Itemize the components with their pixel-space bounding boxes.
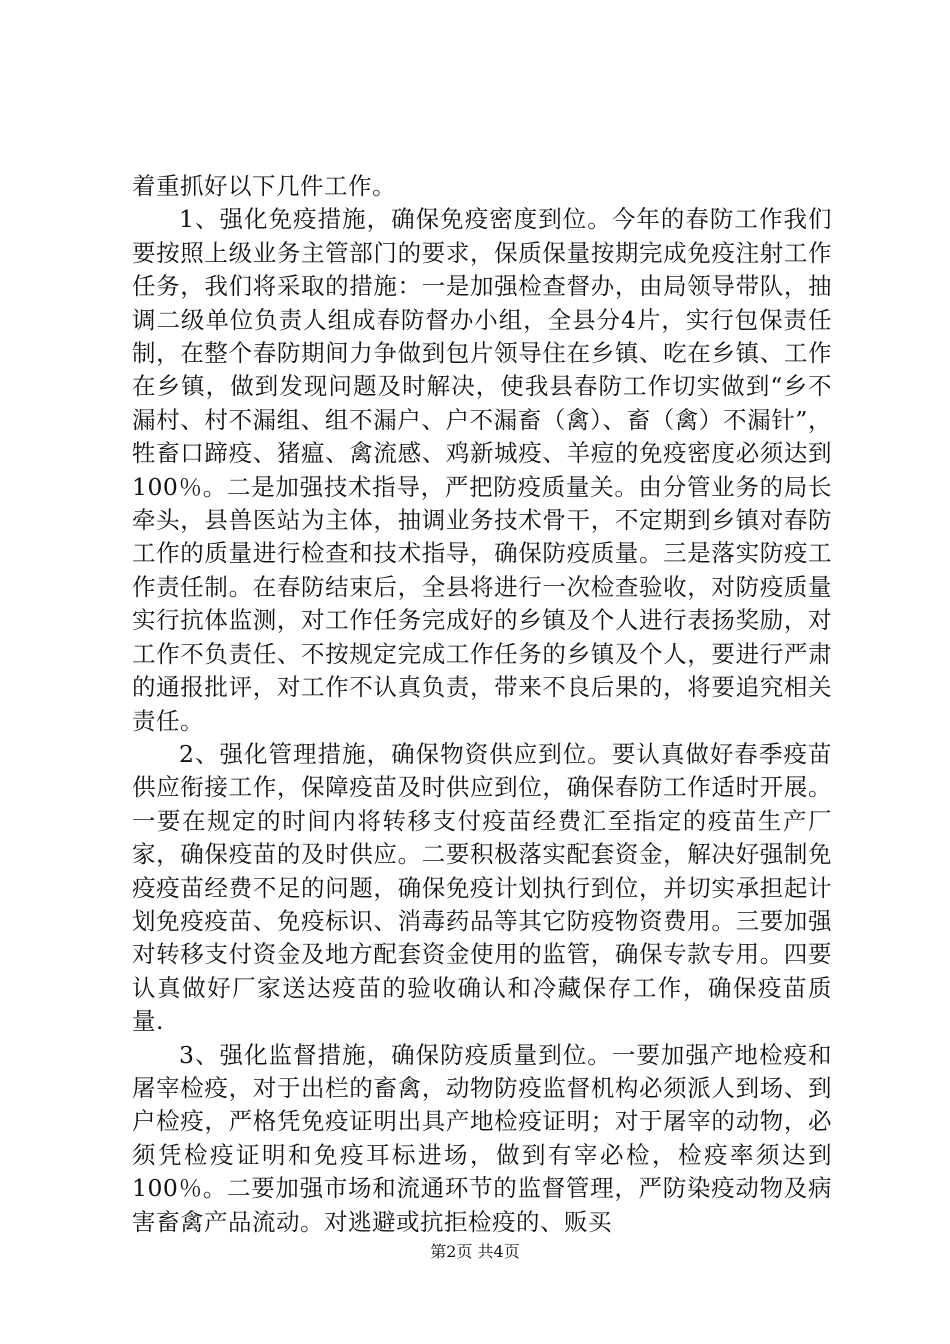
paragraph-immunization-measures: 1、强化免疫措施，确保免疫密度到位。今年的春防工作我们要按照上级业务主管部门的要求，保质保量按期完成免疫注射工作任务，我们将采取的措施：一是加强检查督办，由局领导带队，抽调二级单位负责人组成春防督办小组，全县分4片，实行包保责任制，在整个春防期间力争做到包片领导住在乡镇、吃在乡镇、工作在乡镇，做到发现问题及时解决，使我县春防工作切实做到“乡不漏村、村不漏组、组不漏户、户不漏畜（禽）、畜（禽）不漏针”，牲畜口蹄疫、猪瘟、禽流感、鸡新城疫、羊痘的免疫密度必须达到100％。二是加强技术指导，严把防疫质量关。由分管业务的局长牵头，县兽医站为主体，抽调业务技术骨干，不定期到乡镇对春防工作的质量进行检查和技术指导，确保防疫质量。三是落实防疫工作责任制。在春防结束后，全县将进行一次检查验收，对防疫质量实行抗体监测，对工作任务完成好的乡镇及个人进行表扬奖励，对工作不负责任、不按规定完成工作任务的乡镇及个人，要进行严肃的通报批评，对工作不认真负责，带来不良后果的，将要追究相关责任。: [132, 205, 832, 735]
document-body: [132, 170, 832, 1239]
paragraph-supervision-measures: 3、强化监督措施，确保防疫质量到位。一要加强产地检疫和屠宰检疫，对于出栏的畜禽，动物防疫监督机构必须派人到场、到户检疫，严格凭免疫证明出具产地检疫证明；对于屠宰的动物，必须凭检疫证明和免疫耳标进场，做到有宰必检，检疫率须达到100％。二要加强市场和流通环节的监督管理，严防染疫动物及病害畜禽产品流动。对逃避或抗拒检疫的、贩买: [132, 1040, 832, 1236]
paragraph-continuation: 着重抓好以下几件工作。: [132, 172, 396, 200]
paragraph-management-measures: 2、强化管理措施，确保物资供应到位。要认真做好春季疫苗供应衔接工作，保障疫苗及时供应到位，确保春防工作适时开展。一要在规定的时间内将转移支付疫苗经费汇至指定的疫苗生产厂家，确保疫苗的及时供应。二要积极落实配套资金，解决好强制免疫疫苗经费不足的问题，确保免疫计划执行到位，并切实承担起计划免疫疫苗、免疫标识、消毒药品等其它防疫物资费用。三要加强对转移支付资金及地方配套资金使用的监管，确保专款专用。四要认真做好厂家送达疫苗的验收确认和冷藏保存工作，确保疫苗质量.: [132, 739, 832, 1036]
page-number-footer: 第2页 共4页: [430, 1242, 520, 1261]
